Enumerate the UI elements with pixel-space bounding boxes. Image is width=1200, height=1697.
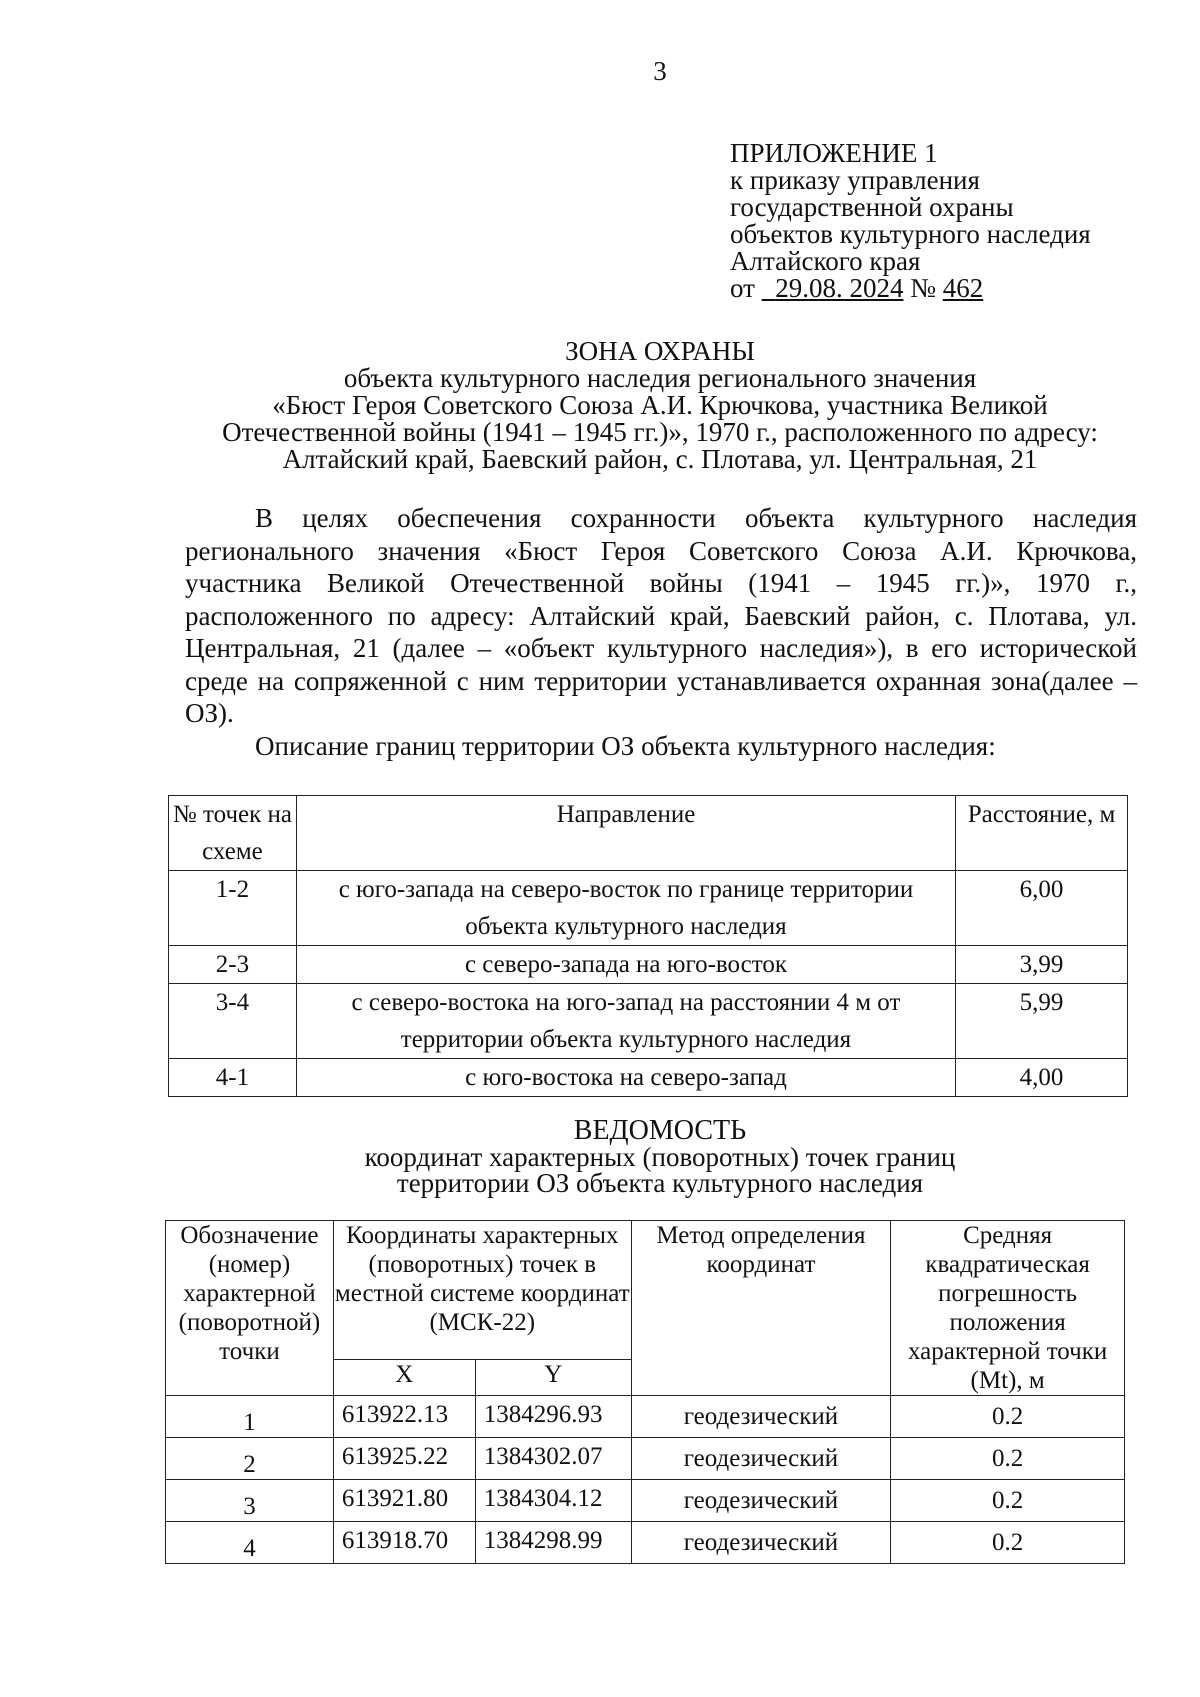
- header-x: X: [333, 1360, 475, 1396]
- header-y: Y: [475, 1360, 631, 1396]
- appendix-block: [730, 140, 1091, 302]
- cell-error: 0.2: [891, 1438, 1125, 1480]
- body-text: [185, 502, 1137, 762]
- header-coordinates: Координаты характерных (поворотных) точек в местной системе координат (МСК-22): [333, 1221, 631, 1360]
- cell-points: 4-1: [169, 1059, 297, 1097]
- appendix-line: объектов культурного наследия: [730, 219, 1091, 249]
- table-row: [169, 984, 1128, 1059]
- zone-subtitle-line: объекта культурного наследия регионального значения: [343, 363, 977, 393]
- cell-direction: с юго-востока на северо-запад: [296, 1059, 955, 1097]
- cell-y: 1384296.93: [475, 1396, 631, 1438]
- cell-direction: с северо-запада на юго-восток: [296, 946, 955, 984]
- register-title-block: [200, 1115, 1120, 1198]
- cell-direction: с юго-запада на северо-восток по границе территории объекта культурного наследия: [296, 871, 955, 946]
- cell-x: 613918.70: [333, 1522, 475, 1564]
- cell-x: 613922.13: [333, 1396, 475, 1438]
- register-subtitle-line: координат характерных (поворотных) точек границ: [364, 1142, 956, 1172]
- order-number: 462: [942, 273, 984, 303]
- header-method: Метод определения координат: [631, 1221, 891, 1396]
- order-date-prefix: от: [730, 273, 755, 303]
- table-row: [169, 871, 1128, 946]
- table-row: [166, 1396, 1125, 1438]
- coordinates-table: [165, 1220, 1125, 1564]
- cell-distance: 5,99: [956, 984, 1128, 1059]
- cell-points: 1-2: [169, 871, 297, 946]
- coordinates-table-header: [166, 1221, 1125, 1360]
- cell-y: 1384298.99: [475, 1522, 631, 1564]
- order-date: 29.08. 2024: [775, 273, 904, 303]
- appendix-line: Алтайского края: [730, 246, 921, 276]
- cell-direction: с северо-востока на юго-запад на расстоянии 4 м от территории объекта культурного наследия: [296, 984, 955, 1059]
- table-row: [169, 1059, 1128, 1097]
- register-subtitle-line: территории ОЗ объекта культурного наследия: [396, 1168, 924, 1198]
- order-number-sign: №: [910, 273, 936, 303]
- cell-point-number: 2: [166, 1438, 334, 1480]
- boundary-table: [168, 795, 1128, 1097]
- body-paragraph: В целях обеспечения сохранности объекта культурного наследия регионального значения «Бюст Героя Советского Союза А.И. Крючкова, участника Великой Отечественной войны (1941 – 1945 гг.)», 1970 г., расположенного по адресу: Алтайский край, Баевский район, с. Плотава, ул. Центральная, 21 (далее – «объект культурного наследия»), в его исторической среде на сопряженной с ним территории устанавливается охранная зона(далее – ОЗ).: [185, 503, 1137, 728]
- header-distance: Расстояние, м: [956, 796, 1128, 871]
- cell-method: геодезический: [631, 1480, 891, 1522]
- cell-error: 0.2: [891, 1396, 1125, 1438]
- cell-point-number: 3: [166, 1480, 334, 1522]
- cell-method: геодезический: [631, 1522, 891, 1564]
- header-direction: Направление: [296, 796, 955, 871]
- cell-distance: 4,00: [956, 1059, 1128, 1097]
- boundary-table-header: [169, 796, 1128, 871]
- header-points: № точек на схеме: [169, 796, 297, 871]
- cell-method: геодезический: [631, 1396, 891, 1438]
- table-row: [166, 1480, 1125, 1522]
- appendix-line: государственной охраны: [730, 192, 1014, 222]
- order-date-line: [730, 275, 1091, 302]
- zone-subtitle-line: «Бюст Героя Советского Союза А.И. Крючкова, участника Великой: [272, 390, 1048, 420]
- table-row: [169, 946, 1128, 984]
- cell-points: 3-4: [169, 984, 297, 1059]
- table-intro: Описание границ территории ОЗ объекта культурного наследия:: [255, 730, 996, 761]
- table-row: [166, 1438, 1125, 1480]
- table-row: [166, 1522, 1125, 1564]
- cell-points: 2-3: [169, 946, 297, 984]
- cell-y: 1384302.07: [475, 1438, 631, 1480]
- cell-x: 613921.80: [333, 1480, 475, 1522]
- cell-error: 0.2: [891, 1480, 1125, 1522]
- cell-x: 613925.22: [333, 1438, 475, 1480]
- cell-y: 1384304.12: [475, 1480, 631, 1522]
- zone-subtitle-line: Отечественной войны (1941 – 1945 гг.)», 1970 г., расположенного по адресу:: [222, 417, 1098, 447]
- page-number: 3: [653, 56, 667, 86]
- header-error: Средняя квадратическая погрешность положения характерной точки (Mt), м: [891, 1221, 1125, 1396]
- cell-distance: 6,00: [956, 871, 1128, 946]
- register-title: ВЕДОМОСТЬ: [573, 1115, 747, 1146]
- header-designation: Обозначение (номер) характерной (поворотной) точки: [166, 1221, 334, 1396]
- cell-point-number: 1: [166, 1396, 334, 1438]
- cell-point-number: 4: [166, 1522, 334, 1564]
- zone-subtitle-line: Алтайский край, Баевский район, с. Плотава, ул. Центральная, 21: [282, 444, 1038, 474]
- appendix-line: к приказу управления: [730, 165, 980, 195]
- zone-title-block: [180, 338, 1140, 473]
- cell-distance: 3,99: [956, 946, 1128, 984]
- zone-title: ЗОНА ОХРАНЫ: [565, 336, 755, 366]
- cell-method: геодезический: [631, 1438, 891, 1480]
- cell-error: 0.2: [891, 1522, 1125, 1564]
- appendix-title: ПРИЛОЖЕНИЕ 1: [730, 138, 938, 168]
